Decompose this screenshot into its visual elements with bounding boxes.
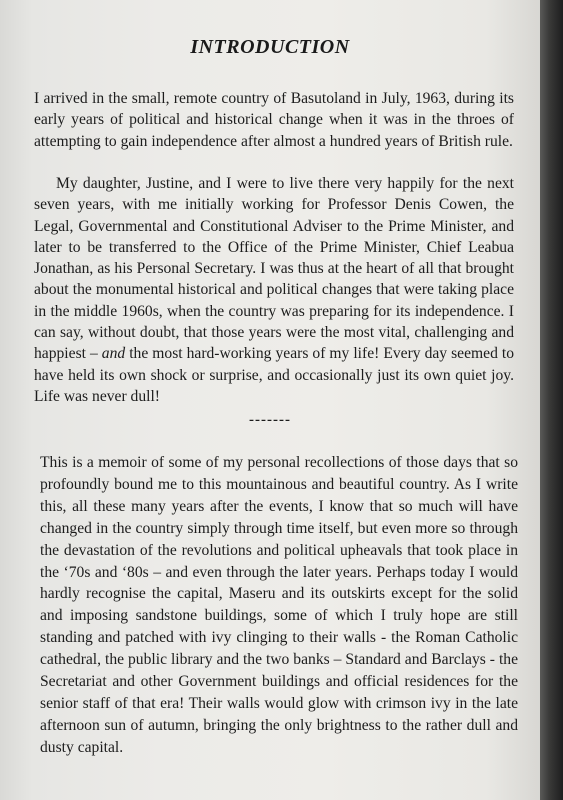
section-separator: ------- <box>249 412 291 428</box>
paragraph-arrival: I arrived in the small, remote country of Basutoland in July, 1963, during its early years of political and historical change when it was in the throes of attempting to gain independence after almost a hundred years of British rule. <box>34 90 514 150</box>
paragraph-years-text-end: the most hard-working years of my life! Every day seemed to have held its own shock or surprise, and occasionally just its own quiet joy. Life was never dull! <box>34 345 515 405</box>
page-title: INTRODUCTION <box>190 36 350 58</box>
paragraph-years-emphasis: and <box>101 345 126 363</box>
paragraph-years-text-start: My daughter, Justine, and I were to live there very happily for the next seven years, with me initially working for Professor Denis Cowen, the Legal, Governmental and Constitutional Adviser to the Prime Minister, and later to be transferred to the Office of the Prime Minister, Chief Leabua Jonathan, as his Personal Secretary. I was thus at the heart of all that brought about the monumental historical and political changes that were taking place in the middle 1960s, when the country was preparing for its independence. I can say, without doubt, that those years were the most vital, challenging and happiest – <box>34 175 514 363</box>
book-edge-shadow <box>540 0 563 800</box>
paragraph-years-in-country <box>34 173 514 407</box>
paragraph-memoir: This is a memoir of some of my personal recollections of those days that so profoundly bound me to this mountainous and beautiful country. As I write this, all these many years after the events, I know that so much will have changed in the country simply through time itself, but even more so through the devastation of the revolutions and political upheavals that took place in the ‘70s and ‘80s – and even through the later years. Perhaps today I would hardly recognise the capital, Maseru and its outskirts except for the solid and imposing sandstone buildings, some of which I truly hope are still standing and patched with ivy clinging to their walls - the Roman Catholic cathedral, the public library and the two banks – Standard and Barclays - the Secretariat and other Government buildings and official residences for the senior staff of that era! Their walls would glow with crimson ivy in the late afternoon sun of autumn, bringing the only brightness to the rather dull and dusty capital. <box>40 454 518 756</box>
